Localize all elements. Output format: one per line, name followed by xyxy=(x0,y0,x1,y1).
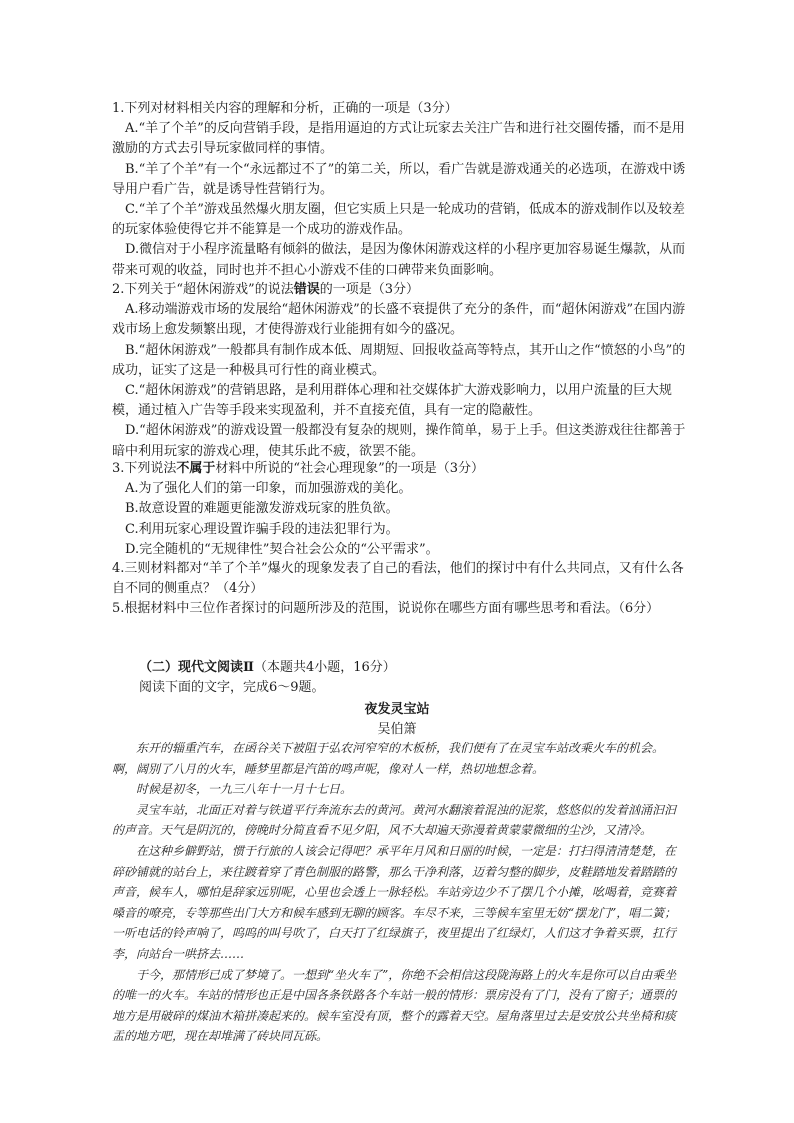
question-1-option-b: B.“羊了个羊”有一个“永远都过不了”的第二关，所以，看广告就是游戏通关的必选项，在游戏中诱导用户看广告，就是诱导性营销行为。 xyxy=(112,161,686,197)
question-3-option-a: A.为了强化人们的第一印象，而加强游戏的美化。 xyxy=(125,481,412,497)
question-2-option-b: B.“超休闲游戏”一般都具有制作成本低、周期短、回报收益高等特点，其开山之作“愤怒的小鸟”的成功，证实了这是一种极具可行性的商业模式。 xyxy=(112,342,686,378)
section-instruction: 阅读下面的文字，完成6～9题。 xyxy=(139,680,325,695)
question-5-text: 5.根据材料中三位作者探讨的问题所涉及的范围，说说你在哪些方面有哪些思考和看法。（6分） xyxy=(112,601,660,616)
question-3 xyxy=(112,459,692,560)
question-3-option-c: C.利用玩家心理设置诈骗手段的违法犯罪行为。 xyxy=(125,521,399,537)
passage-paragraph: 时候是初冬，一九三八年十一月十七日。 xyxy=(136,782,353,797)
emphasis-wrong: 错误 xyxy=(293,282,320,297)
question-3-stem: 3.下列说法不属于材料中所说的“社会心理现象”的一项是（3分） xyxy=(112,461,484,476)
question-2-stem: 2.下列关于“超休闲游戏”的说法错误的一项是（3分） xyxy=(112,282,419,297)
passage-paragraph: 在这种乡僻野站，惯于行旅的人该会记得吧？承平年月风和日丽的时候，一定是：打扫得清清楚楚，在碎砂铺就的站台上，来往踱着穿了青色制服的路警，那么干净利落，迈着匀整的脚步，皮鞋踏地发着踏踏的声音，候车人，哪怕是辞家远别呢，心里也会透上一脉轻松。车站旁边少不了摆几个小摊，吆喝着，竞赛着嗓音的嘹亮，专等那些出门大方和候车感到无聊的顾客。车尽不来，三等候车室里无妨“摆龙门”，唱二簧；一听电话的铃声响了，呜呜的叫号吹了，白天打了红绿旗子，夜里提出了红绿灯，人们这才争着买票，扛行李，向站台一哄挤去…… xyxy=(112,843,677,961)
question-3-option-b: B.故意设置的难题更能激发游戏玩家的胜负欲。 xyxy=(125,501,399,517)
question-2 xyxy=(112,280,692,462)
question-1-option-a: A.“羊了个羊”的反向营销手段，是指用逼迫的方式让玩家去关注广告和进行社交圈传播，而不是用激励的方式去引导玩家做同样的事情。 xyxy=(112,121,685,157)
question-4 xyxy=(112,559,692,599)
question-1-stem: 1.下列对材料相关内容的理解和分析，正确的一项是（3分） xyxy=(112,101,458,116)
passage-body xyxy=(112,738,684,1047)
question-3-option-d: D.完全随机的“无规律性”契合社会公众的“公平需求”。 xyxy=(125,541,439,557)
question-1 xyxy=(112,99,692,281)
question-1-option-d: D.微信对于小程序流量略有倾斜的做法，是因为像休闲游戏这样的小程序更加容易诞生爆款，从而带来可观的收益，同时也并不担心小游戏不佳的口碑带来负面影响。 xyxy=(112,242,686,278)
passage-author: 吴伯箫 xyxy=(377,722,417,737)
passage-paragraph: 灵宝车站，北面正对着与铁道平行奔流东去的黄河。黄河水翻滚着混浊的泥浆，悠悠似的发着汹涌汩汩的声音。天气是阴沉的，傍晚时分简直看不见夕阳，风不大却遍天弥漫着黄蒙蒙微细的尘沙，又清冷。 xyxy=(112,802,677,838)
section-heading: （二）现代文阅读Ⅱ（本题共4小题，16分） xyxy=(139,660,396,675)
question-5 xyxy=(112,599,692,619)
question-2-option-d: D.“超休闲游戏”的游戏设置一般都没有复杂的规则，操作简单，易于上手。但这类游戏往往都善于暗中利用玩家的游戏心理，使其乐此不疲，欲罢不能。 xyxy=(112,423,686,459)
question-1-option-c: C.“羊了个羊”游戏虽然爆火朋友圈，但它实质上只是一轮成功的营销，低成本的游戏制作以及较差的玩家体验使得它并不能算是一个成功的游戏作品。 xyxy=(112,202,685,238)
question-4-text: 4.三则材料都对“羊了个羊”爆火的现象发表了自己的看法，他们的探讨中有什么共同点，又有什么各自不同的侧重点？（4分） xyxy=(112,561,684,597)
passage-paragraph: 于今，那情形已成了梦境了。一想到“坐火车了”，你绝不会相信这段陇海路上的火车是你可以自由乘坐的唯一的火车。车站的情形也正是中国各条铁路各个车站一般的情形：票房没有了门，没有了窗子；通票的地方是用破碎的煤油木箱拼凑起来的。候车室没有顶，整个的露着天空。屋角落里过去是安放公共坐椅和痰盂的地方吧，现在却堆满了砖块同瓦砾。 xyxy=(112,967,677,1044)
passage-title: 夜发灵宝站 xyxy=(364,702,430,717)
question-2-option-c: C.“超休闲游戏”的营销思路，是利用群体心理和社交媒体扩大游戏影响力，以用户流量的巨大规模，通过植入广告等手段来实现盈利，并不直接充值，具有一定的隐蔽性。 xyxy=(112,383,672,419)
emphasis-not-belong: 不属于 xyxy=(176,461,216,476)
passage-paragraph: 东开的辎重汽车，在函谷关下被阻于弘农河窄窄的木板桥，我们便有了在灵宝车站改乘火车的机会。啊，阔别了八月的火车，睡梦里都是汽笛的鸣声呢，像对人一样，热切地想念着。 xyxy=(112,741,665,776)
question-2-option-a: A.移动端游戏市场的发展给“超休闲游戏”的长盛不衰提供了充分的条件，而“超休闲游戏”在国内游戏市场上愈发频繁出现，才使得游戏行业能拥有如今的盛况。 xyxy=(112,302,686,338)
